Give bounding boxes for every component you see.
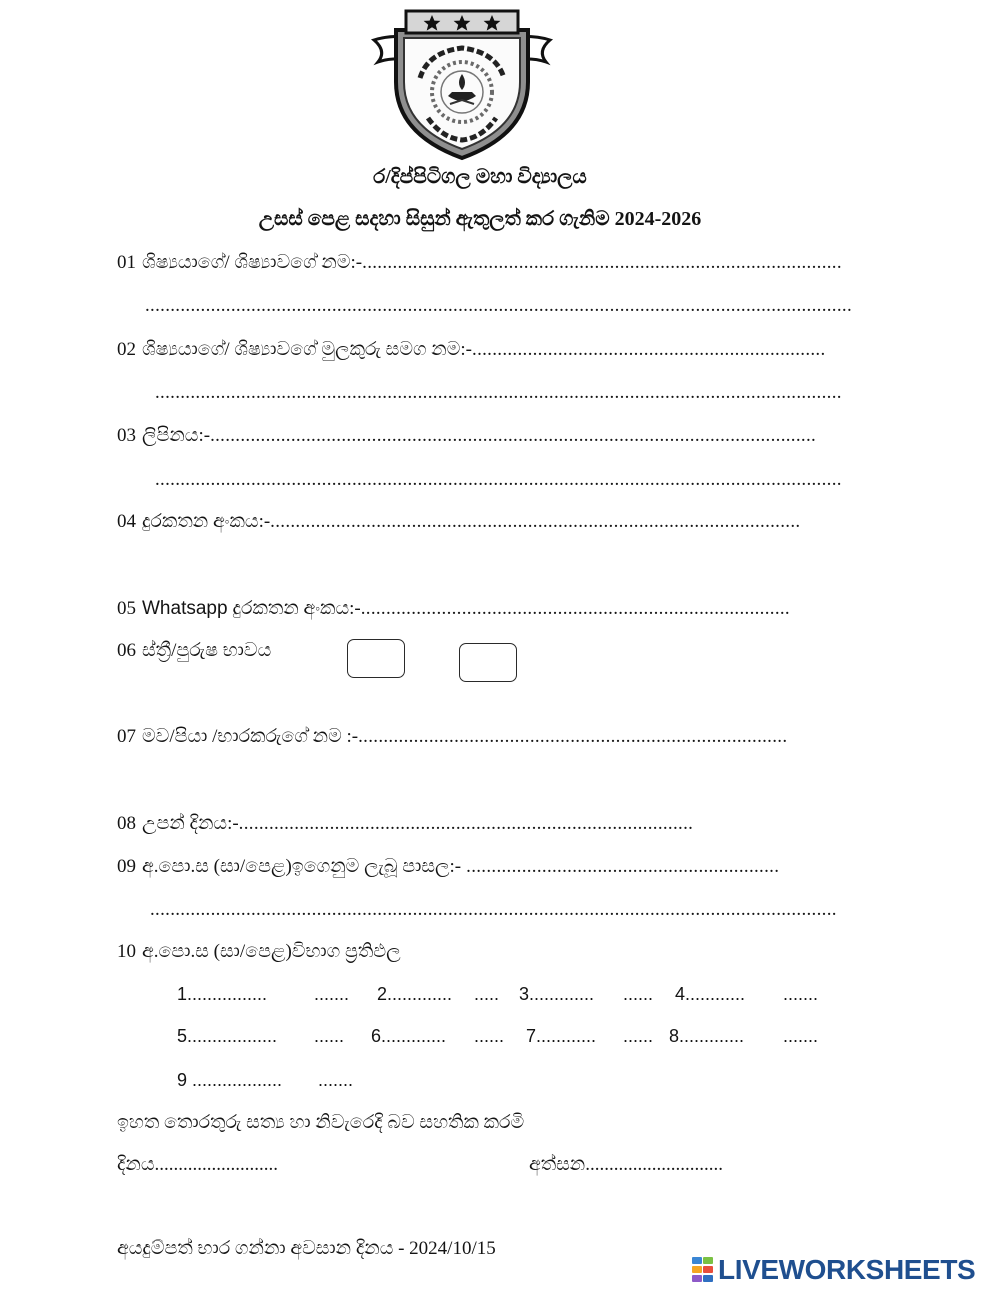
signature-label: අත්සන............................. <box>529 1154 723 1175</box>
field-number: 02 <box>117 339 136 360</box>
name-with-initials-blank: ...................................................................... <box>472 339 826 360</box>
result-subject-4: 4............ <box>675 984 746 1004</box>
declaration-label: ඉහත තොරතුරු සත්‍ය හා නිවැරෙදි බව සහතික කරමි <box>117 1112 525 1133</box>
liveworksheets-logo-link[interactable] <box>690 1254 990 1286</box>
signature-field <box>529 1152 764 1178</box>
address-blank: ........................................................................................................................ <box>210 425 817 446</box>
form-title: උසස් පෙළ සදහා සිසුන් ඇතුලත් කර ගැනිම 2024-2026 <box>258 208 702 230</box>
field-student-name <box>117 250 842 276</box>
field-label: ශිෂ්‍යයාගේ/ ශිෂ්‍යාවගේ මුලකුරු සමග නම:- <box>142 339 473 360</box>
field-number: 01 <box>117 252 136 273</box>
field-label: ලිපිනය:- <box>142 425 211 446</box>
field-number: 06 <box>117 640 136 661</box>
school-name: ර/දිප්පිටිගල මහා විද්‍යාලය <box>373 166 587 188</box>
address-continuation: ........................................................................................................................................ <box>155 469 842 490</box>
student-name-continuation: ............................................................................................................................................ <box>145 295 852 316</box>
school-crest-logo <box>370 8 554 160</box>
student-name-blank: ............................................................................................... <box>362 252 842 273</box>
field-label: ශිෂ්‍යයාගේ/ ශිෂ්‍යාවගේ නම:- <box>142 252 363 273</box>
result-grade-1: ....... <box>314 984 350 1004</box>
result-grade-4: ....... <box>783 984 819 1004</box>
result-subject-1: 1................ <box>177 984 268 1004</box>
liveworksheets-wordmark: LIVEWORKSHEETS <box>718 1254 976 1285</box>
field-number: 09 <box>117 856 136 877</box>
field-label: අ.පො.ස (සා/පෙළ)විභාග ප්‍රතිඵල <box>142 941 401 962</box>
birth-date-blank: .......................................................................................... <box>238 813 694 834</box>
result-subject-9: 9 .................. <box>177 1070 283 1090</box>
field-name-with-initials <box>117 337 826 363</box>
name-with-initials-continuation: ........................................................................................................................................ <box>155 382 842 403</box>
whatsapp-label: Whatsapp <box>142 598 228 619</box>
liveworksheets-icon <box>692 1257 714 1283</box>
field-number: 07 <box>117 726 136 747</box>
phone-blank: ......................................................................................................... <box>270 511 801 532</box>
gender-option-box-2[interactable] <box>459 643 517 682</box>
result-subject-2: 2............. <box>377 984 453 1004</box>
result-grade-9: ....... <box>318 1070 354 1090</box>
field-number: 03 <box>117 425 136 446</box>
field-number: 05 <box>117 598 136 619</box>
field-phone <box>117 509 801 535</box>
result-grade-2: ..... <box>474 984 500 1004</box>
result-grade-6: ...... <box>474 1026 505 1046</box>
result-subject-7: 7............ <box>526 1026 597 1046</box>
field-address <box>117 423 817 449</box>
ol-school-blank: .............................................................. <box>461 856 780 877</box>
field-number: 10 <box>117 941 136 962</box>
guardian-name-blank: ..................................................................................... <box>358 726 788 747</box>
result-subject-6: 6............. <box>371 1026 447 1046</box>
field-label: අ.පො.ස (සා/පෙළ)ඉගෙනුම ලැබූ පාසල:- <box>142 856 462 877</box>
result-grade-3: ...... <box>623 984 654 1004</box>
result-grade-8: ....... <box>783 1026 819 1046</box>
field-label: උපන් දිනය:- <box>142 813 239 834</box>
application-deadline <box>117 1236 577 1262</box>
field-label: මව/පියා /භාරකරුගේ නම :- <box>142 726 359 747</box>
field-gender <box>117 638 337 664</box>
result-grade-5: ...... <box>314 1026 345 1046</box>
gender-option-box-1[interactable] <box>347 639 405 678</box>
deadline-label: අයදුම්පත් භාර ගන්නා අවසාන දිනය - 2024/10/15 <box>117 1238 496 1259</box>
field-number: 08 <box>117 813 136 834</box>
field-label: දුරකතන අංකය:- <box>232 598 361 619</box>
date-label: දිනය.......................... <box>117 1154 279 1175</box>
field-label: දුරකතන අංකය:- <box>142 511 271 532</box>
declaration-text <box>117 1110 617 1136</box>
field-number: 04 <box>117 511 136 532</box>
result-subject-8: 8............. <box>669 1026 745 1046</box>
result-grade-7: ...... <box>623 1026 654 1046</box>
result-subject-3: 3............. <box>519 984 595 1004</box>
field-guardian-name <box>117 724 788 750</box>
ol-school-continuation: ........................................................................................................................................ <box>150 899 837 920</box>
result-subject-5: 5.................. <box>177 1026 278 1046</box>
field-ol-school <box>117 854 780 880</box>
date-field <box>117 1152 317 1178</box>
field-label: ස්ත්‍රී/පුරුෂ භාවය <box>142 640 272 661</box>
whatsapp-blank: ..................................................................................... <box>360 598 790 619</box>
field-whatsapp <box>117 596 790 622</box>
field-birth-date <box>117 811 694 837</box>
field-ol-results <box>117 939 537 965</box>
